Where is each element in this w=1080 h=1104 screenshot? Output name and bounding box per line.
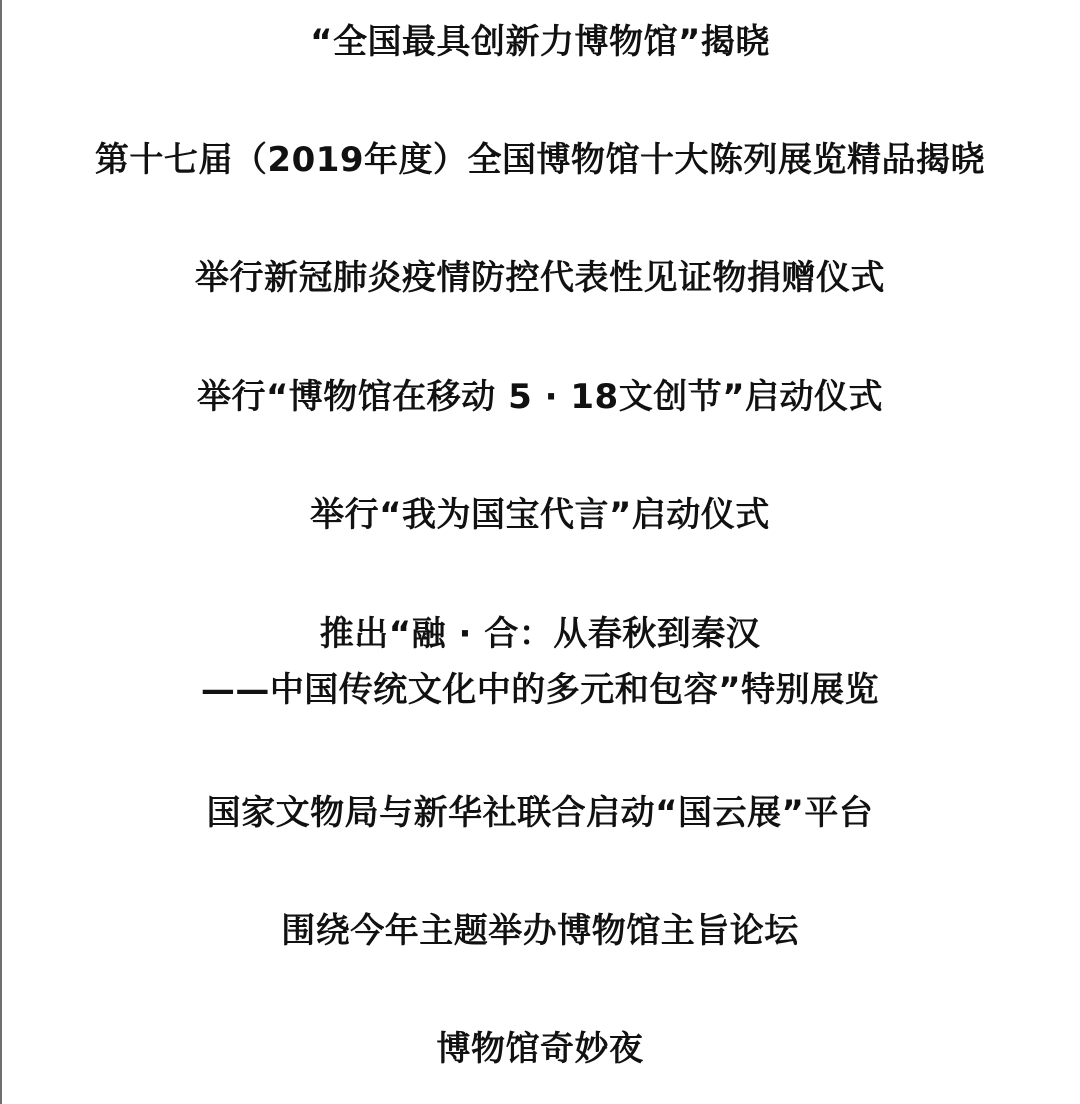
event-item-5: 举行“我为国宝代言”启动仪式 <box>310 495 770 535</box>
event-item-7: 国家文物局与新华社联合启动“国云展”平台 <box>206 793 874 833</box>
event-item-8: 围绕今年主题举办博物馆主旨论坛 <box>281 911 799 951</box>
event-item-4: 举行“博物馆在移动 5 · 18文创节”启动仪式 <box>196 377 884 417</box>
event-item-1: “全国最具创新力博物馆”揭晓 <box>310 22 770 62</box>
event-item-6-line-1: 推出“融 · 合：从春秋到秦汉 <box>319 614 761 654</box>
event-item-6-line-2: ——中国传统文化中的多元和包容”特别展览 <box>200 670 880 710</box>
event-item-3: 举行新冠肺炎疫情防控代表性见证物捐赠仪式 <box>195 258 885 298</box>
event-item-9: 博物馆奇妙夜 <box>436 1029 644 1069</box>
event-item-2: 第十七届（2019年度）全国博物馆十大陈列展览精品揭晓 <box>94 140 986 180</box>
